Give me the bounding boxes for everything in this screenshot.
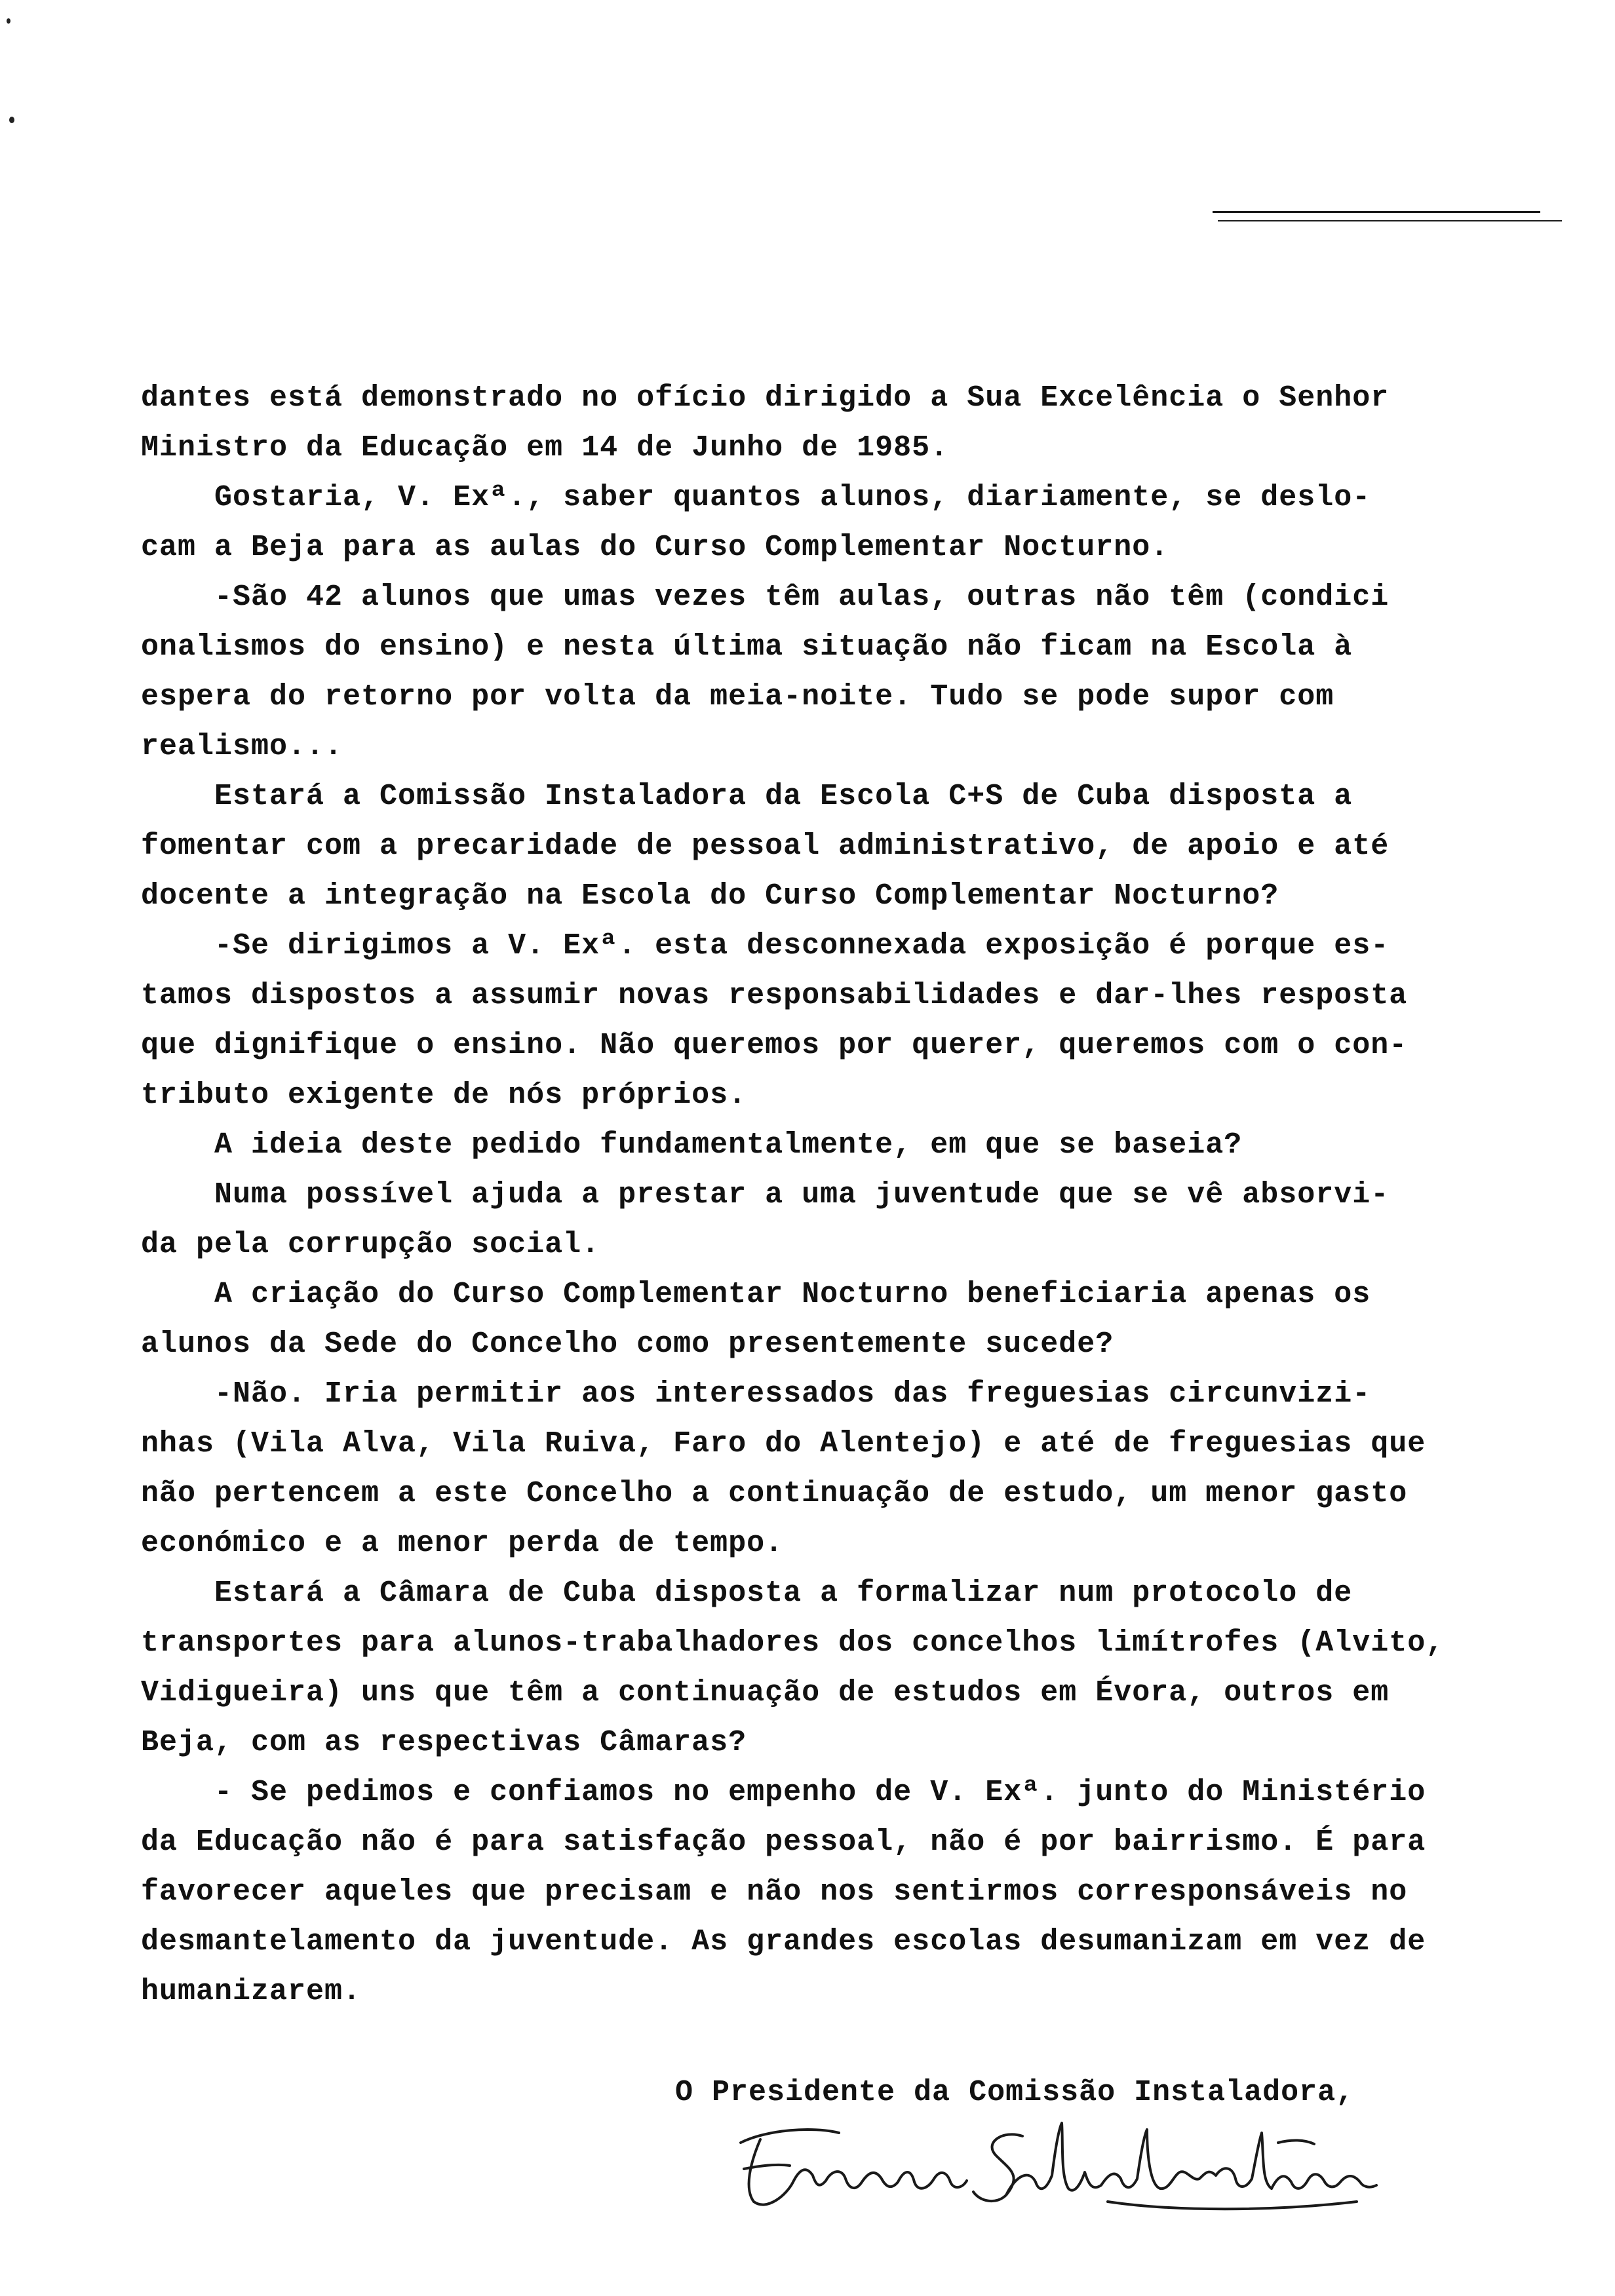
text-line: não pertencem a este Concelho a continuação de estudo, um menor gasto [141,1477,1408,1510]
text-line: A criação do Curso Complementar Nocturno beneficiaria apenas os [141,1278,1371,1311]
text-line: Gostaria, V. Exª., saber quantos alunos, diariamente, se deslo- [141,481,1371,514]
text-line: favorecer aqueles que precisam e não nos sentirmos corresponsáveis no [141,1875,1408,1909]
text-line: Ministro da Educação em 14 de Junho de 1985. [141,431,949,465]
text-line: desmantelamento da juventude. As grandes escolas desumanizam em vez de [141,1925,1426,1959]
text-line: tributo exigente de nós próprios. [141,1079,747,1112]
handwritten-signature [714,2103,1383,2234]
text-line: dantes está demonstrado no ofício dirigido a Sua Excelência o Senhor [141,381,1390,415]
scan-mark [7,18,10,24]
text-line: da pela corrupção social. [141,1228,600,1261]
text-line: espera do retorno por volta da meia-noite. Tudo se pode supor com [141,680,1334,714]
header-rule [1213,211,1540,213]
text-line: -São 42 alunos que umas vezes têm aulas, outras não têm (condici [141,581,1390,614]
text-line: Estará a Comissão Instaladora da Escola C+S de Cuba disposta a [141,780,1353,813]
text-line: económico e a menor perda de tempo. [141,1527,784,1560]
text-line: fomentar com a precaridade de pessoal administrativo, de apoio e até [141,830,1390,863]
text-line: cam a Beja para as aulas do Curso Complementar Nocturno. [141,531,1169,564]
text-line: nhas (Vila Alva, Vila Ruiva, Faro do Alentejo) e até de freguesias que [141,1427,1426,1461]
text-line: Beja, com as respectivas Câmaras? [141,1726,747,1759]
closing-line: O Presidente da Comissão Instaladora, [675,2076,1355,2109]
text-line: -Não. Iria permitir aos interessados das freguesias circunvizi- [141,1377,1371,1411]
text-line: - Se pedimos e confiamos no empenho de V. Exª. junto do Ministério [141,1776,1426,1809]
text-line: Numa possível ajuda a prestar a uma juventude que se vê absorvi- [141,1178,1390,1212]
text-line: transportes para alunos-trabalhadores dos concelhos limítrofes (Alvito, [141,1626,1445,1660]
text-line: Estará a Câmara de Cuba disposta a formalizar num protocolo de [141,1577,1353,1610]
text-line: humanizarem. [141,1975,362,2008]
text-line: alunos da Sede do Concelho como presentemente sucede? [141,1328,1114,1361]
text-line: tamos dispostos a assumir novas responsabilidades e dar-lhes resposta [141,979,1408,1012]
text-line: realismo... [141,730,343,763]
text-line: onalismos do ensino) e nesta última situação não ficam na Escola à [141,630,1353,664]
text-line: A ideia deste pedido fundamentalmente, em que se baseia? [141,1128,1243,1162]
text-line: -Se dirigimos a V. Exª. esta desconnexada exposição é porque es- [141,929,1390,963]
text-line: da Educação não é para satisfação pessoal, não é por bairrismo. É para [141,1826,1426,1859]
text-line: que dignifique o ensino. Não queremos por querer, queremos com o con- [141,1029,1408,1062]
scan-mark [9,117,14,123]
text-line: Vidigueira) uns que têm a continuação de estudos em Évora, outros em [141,1676,1390,1710]
text-line: docente a integração na Escola do Curso Complementar Nocturno? [141,879,1279,913]
header-rule [1218,220,1562,221]
letter-body [141,373,1508,2017]
